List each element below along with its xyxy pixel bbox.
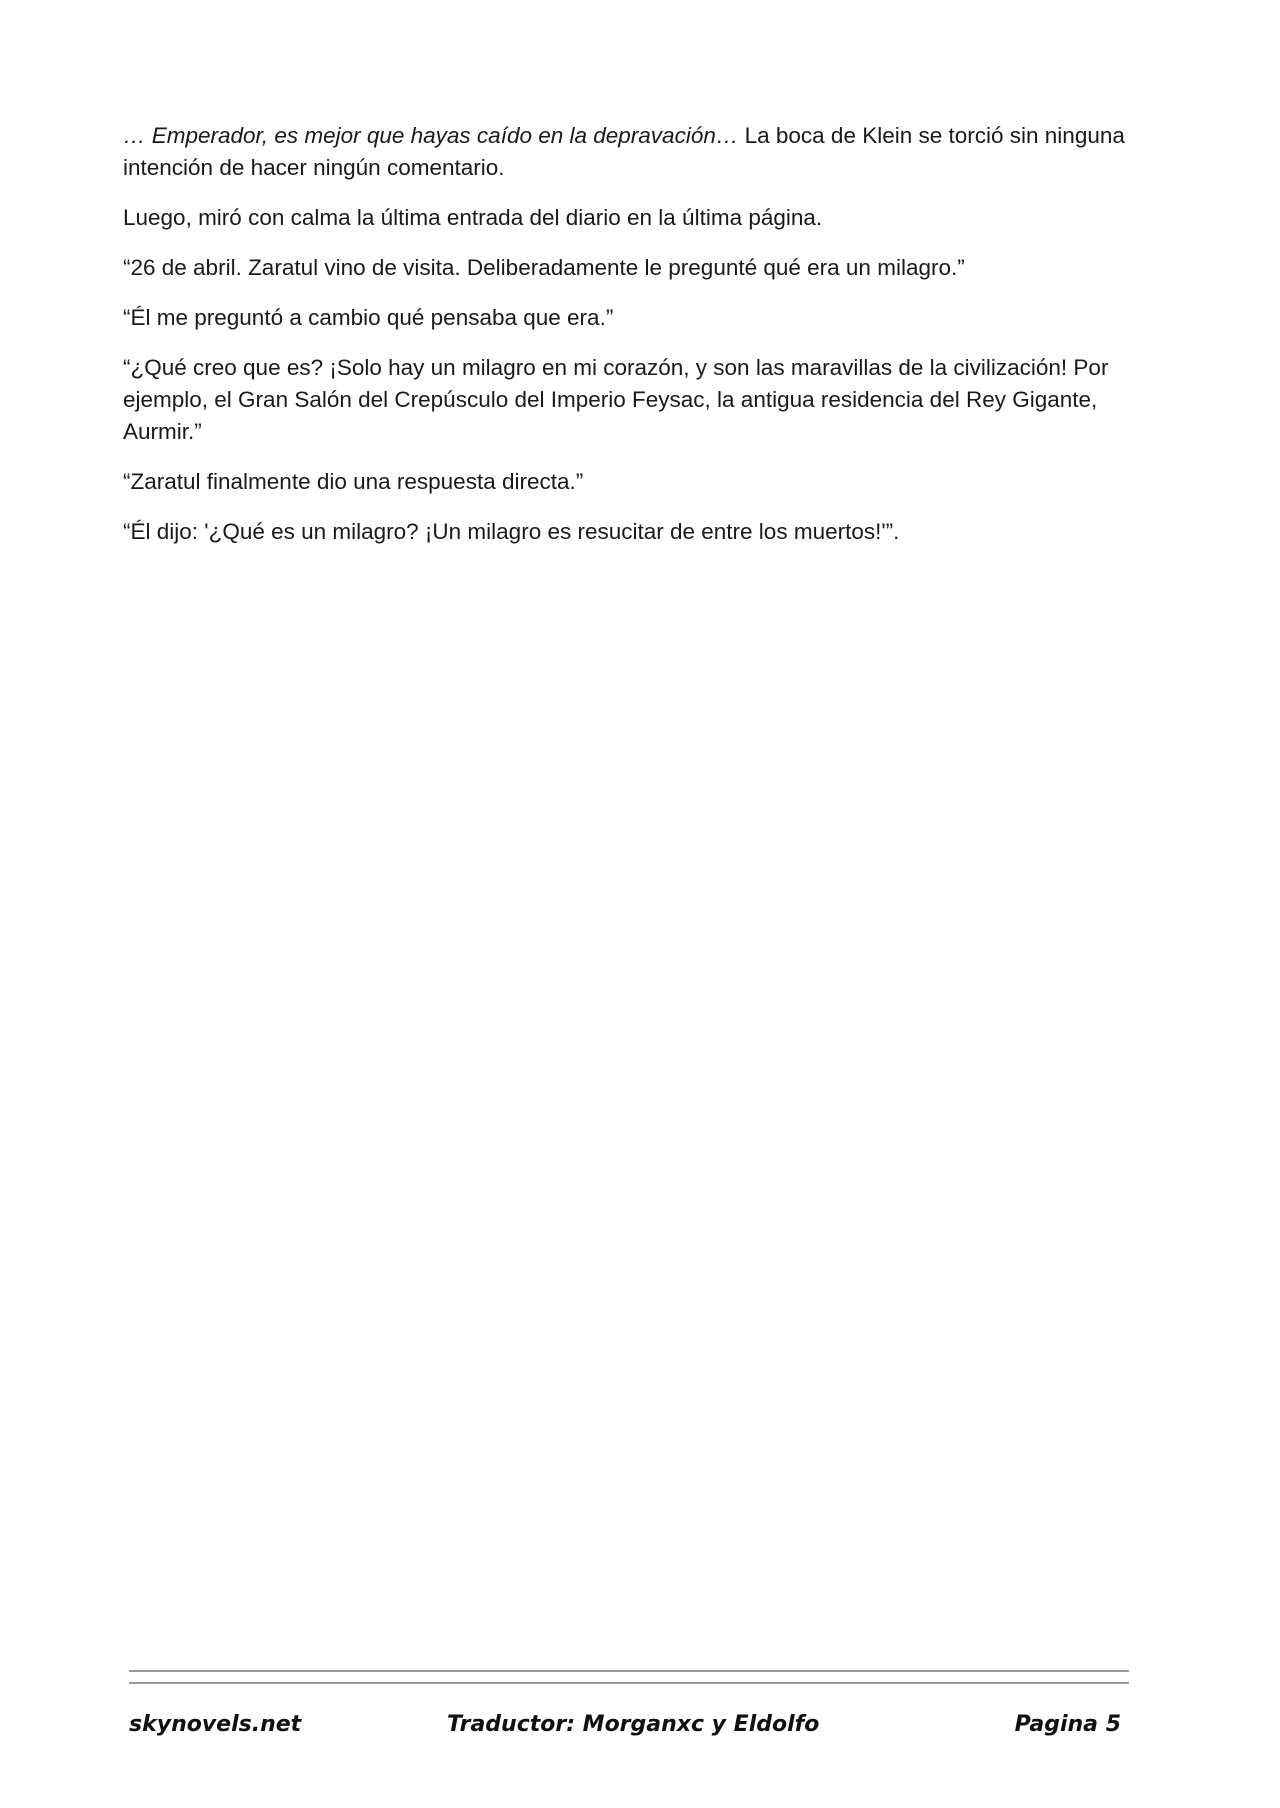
- paragraph-1: [123, 120, 1133, 184]
- paragraph-1-italic: … Emperador, es mejor que hayas caído en la depravación…: [123, 123, 739, 148]
- footer-divider-top: [129, 1670, 1129, 1672]
- paragraph-5: [123, 352, 1133, 448]
- paragraph-4: [123, 302, 1133, 334]
- paragraph-6: [123, 466, 1133, 498]
- paragraph-5-text: “¿Qué creo que es? ¡Solo hay un milagro en mi corazón, y son las maravillas de la civilización! Por ejemplo, el Gran Salón del Crepúsculo del Imperio Feysac, la antigua residencia del Rey Gigante, Aurmir.”: [123, 355, 1109, 444]
- paragraph-4-text: “Él me preguntó a cambio qué pensaba que era.”: [123, 305, 614, 330]
- page-footer: [129, 1712, 1129, 1746]
- paragraph-7-text: “Él dijo: '¿Qué es un milagro? ¡Un milagro es resucitar de entre los muertos!'”.: [123, 519, 900, 544]
- paragraph-7: [123, 516, 1133, 548]
- document-body: [123, 120, 1133, 566]
- paragraph-3: [123, 252, 1133, 284]
- footer-divider-bottom: [129, 1682, 1129, 1684]
- paragraph-1-text: La boca de Klein se torció sin ninguna intención de hacer ningún comentario.: [123, 123, 1125, 180]
- footer-translator: Traductor: Morganxc y Eldolfo: [447, 1712, 820, 1737]
- paragraph-2-text: Luego, miró con calma la última entrada del diario en la última página.: [123, 205, 823, 230]
- footer-page-number: Pagina 5: [1014, 1712, 1121, 1737]
- paragraph-6-text: “Zaratul finalmente dio una respuesta directa.”: [123, 469, 584, 494]
- paragraph-2: [123, 202, 1133, 234]
- paragraph-3-text: “26 de abril. Zaratul vino de visita. Deliberadamente le pregunté qué era un milagro.”: [123, 255, 965, 280]
- footer-site: skynovels.net: [129, 1712, 302, 1737]
